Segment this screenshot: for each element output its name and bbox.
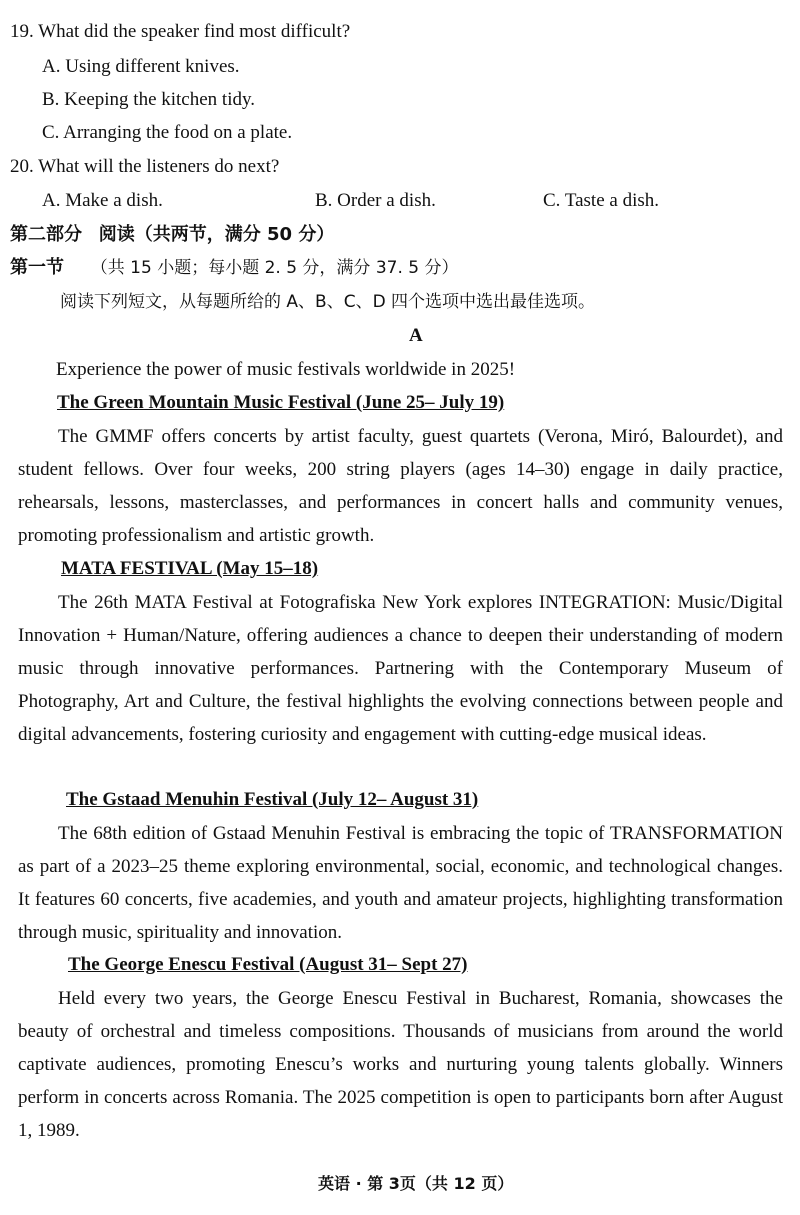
question-20-option-c: C. Taste a dish. [543,190,660,211]
question-19-option-b: B. Keeping the kitchen tidy. [42,89,255,110]
festival-body-enescu: Held every two years, the George Enescu Festival in Bucharest, Romania, showcases the beauty of orchestral and timeless compositions. Thousands of musicians from around the world captivate audiences, promoting Enescu’s works and nurturing young talents globally. Winners perform in concerts across Romania. The 2025 competition is open to participants born after August 1, 1989. [18,988,783,1141]
question-19-option-c: C. Arranging the food on a plate. [42,122,293,143]
festival-title-mata: MATA FESTIVAL (May 15–18) [61,558,319,579]
part-title: 第二部分 [10,224,82,245]
festival-body-green-mountain: The GMMF offers concerts by artist faculty, guest quartets (Verona, Miró, Balourdet), and student fellows. Over four weeks, 200 string players (ages 14–30) engage in daily practice, rehearsals, lessons, masterclasses, and performances in concert halls and community venues, promoting professionalism and artistic growth. [18,426,783,546]
festival-title-green-mountain: The Green Mountain Music Festival (June 25– July 19) [57,392,505,413]
question-19: 19. What did the speaker find most difficult? [10,21,351,42]
question-20-option-a: A. Make a dish. [42,190,163,211]
festival-title-enescu: The George Enescu Festival (August 31– Sept 27) [68,954,468,975]
festival-body-mata: The 26th MATA Festival at Fotografiska New York explores INTEGRATION: Music/Digital Innovation + Human/Nature, offering audiences a chance to deepen their understanding of modern music through innovative performances. Partnering with the Contemporary Museum of Photography, Art and Culture, the festival highlights the evolving connections between people and digital advancements, fostering curiosity and engagement with cutting-edge musical ideas. [18,592,783,745]
question-20-option-b: B. Order a dish. [315,190,436,211]
reading-instruction: 阅读下列短文，从每题所给的 A、B、C、D 四个选项中选出最佳选项。 [60,292,596,312]
subsection-info: （共 15 小题；每小题 2. 5 分，满分 37. 5 分） [90,258,459,278]
question-20: 20. What will the listeners do next? [10,156,280,177]
festival-body-gstaad: The 68th edition of Gstaad Menuhin Festival is embracing the topic of TRANSFORMATION as part of a 2023–25 theme exploring environmental, social, economic, and technological changes. It features 60 concerts, five academies, and youth and amateur projects, highlighting transformation through music, spirituality and innovation. [18,823,783,943]
passage-label: A [409,325,423,346]
part-heading [10,223,334,247]
page-footer: 英语 · 第 3页（共 12 页） [318,1174,514,1193]
part-name: 阅读（共两节，满分 50 分） [98,224,335,245]
question-19-option-a: A. Using different knives. [42,56,240,77]
festival-title-gstaad: The Gstaad Menuhin Festival (July 12– August 31) [66,789,479,810]
passage-intro: Experience the power of music festivals worldwide in 2025! [56,359,516,380]
subsection-heading [10,256,459,280]
subsection-title: 第一节 [10,257,64,278]
